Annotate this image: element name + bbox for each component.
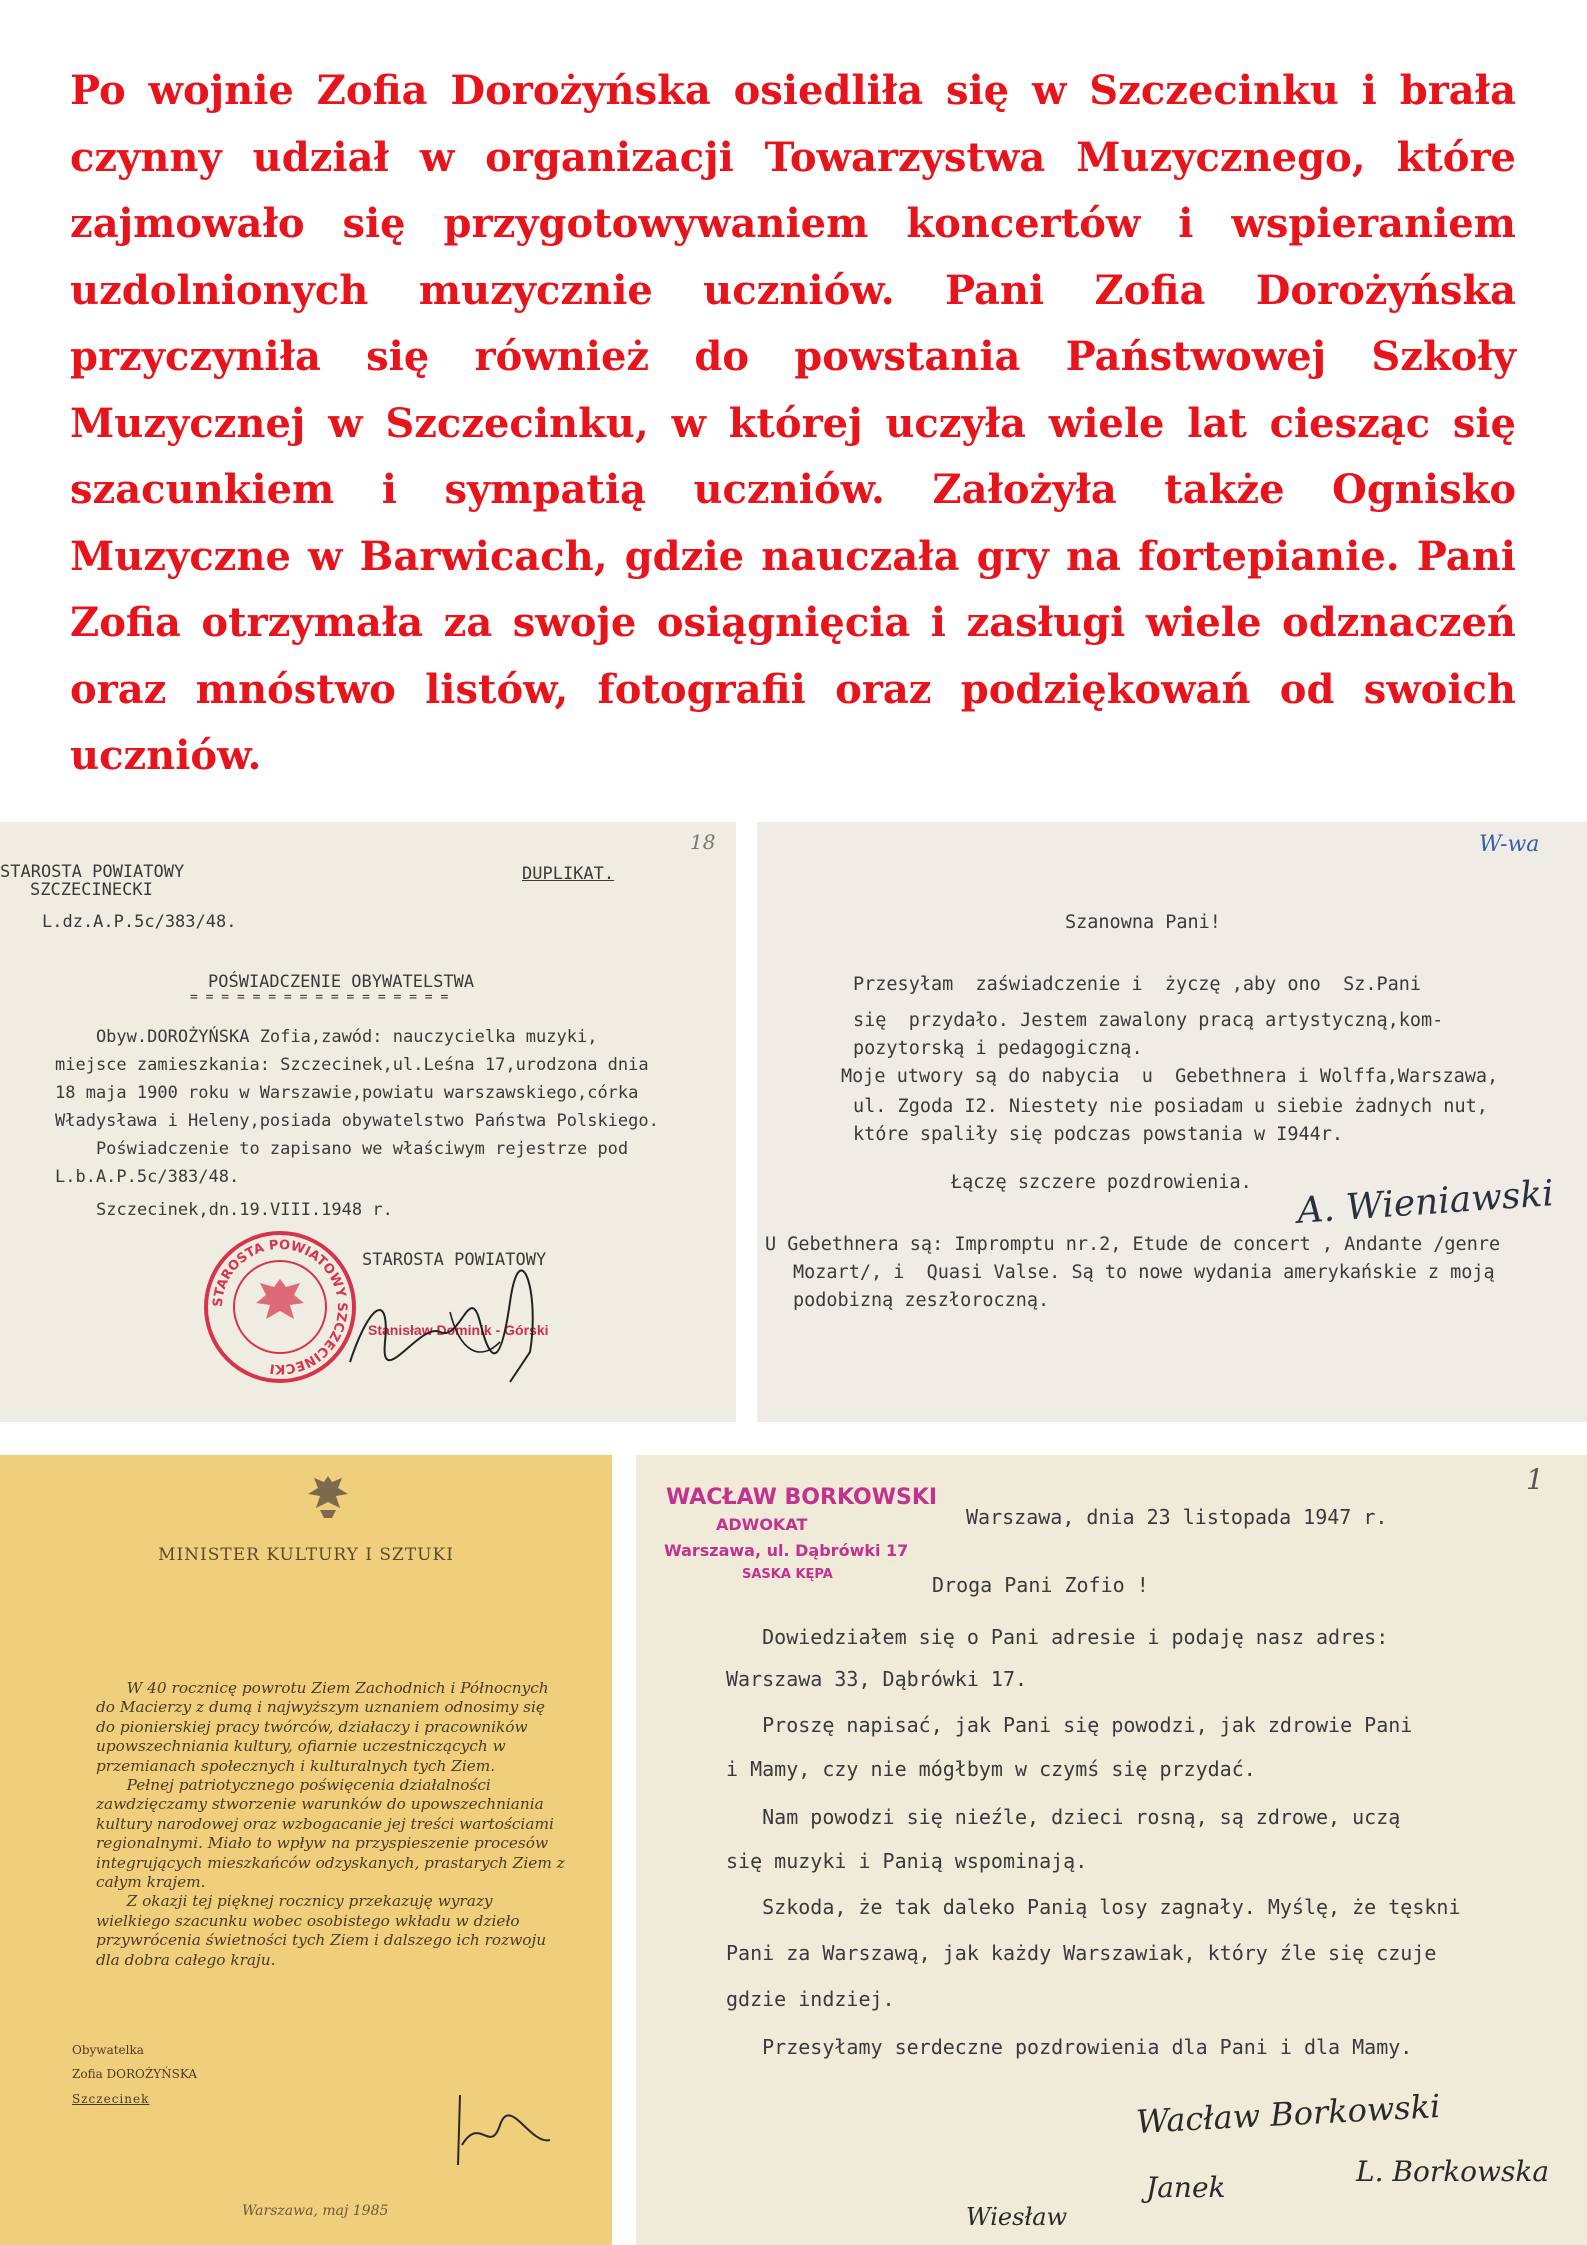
body-line-6: L.b.A.P.5c/383/48. <box>55 1167 240 1187</box>
stamp-district: SASKA KĘPA <box>742 1567 833 1582</box>
eagle-emblem-icon <box>302 1470 354 1522</box>
letter-line-8: Pani za Warszawą, jak każdy Warszawiak, który źle się czuje <box>726 1941 1437 1965</box>
minister-paragraph-1: W 40 rocznicę powrotu Ziem Zachodnich i Północnych do Macierzy z dumą i najwyższym uznaniem odnosimy się do pionierskiej pracy twórców, działaczy i pracowników upowszechniania kultury, ofiarnie uczestniczących w przemianach społecznych i kulturalnych tych Ziem. <box>96 1679 549 1775</box>
body-line-2: miejsce zamieszkania: Szczecinek,ul.Leśna 17,urodzona dnia <box>55 1055 649 1075</box>
header-line-1: STAROSTA POWIATOWY <box>0 862 185 882</box>
minister-letter-scan <box>0 1455 612 2245</box>
letter-line-1: Dowiedziałem się o Pani adresie i podaję nasz adres: <box>726 1625 1389 1649</box>
letter-line-3: Proszę napisać, jak Pani się powodzi, jak zdrowie Pani <box>726 1713 1413 1737</box>
letter-line-10: Przesyłamy serdeczne pozdrowienia dla Pani i dla Mamy. <box>726 2035 1413 2059</box>
body-line-5: Poświadczenie to zapisano we właściwym rejestrze pod <box>55 1139 629 1159</box>
letter-line-7: Szkoda, że tak daleko Panią losy zagnały. Myślę, że tęskni <box>726 1895 1461 1919</box>
signatory-name-stamp: Stanisław Dominik - Górski <box>368 1322 549 1338</box>
composer-signature: A. Wieniawski <box>1295 1173 1555 1232</box>
signature-l-borkowska: L. Borkowska <box>1356 2155 1550 2188</box>
minister-date: Warszawa, maj 1985 <box>242 2203 389 2219</box>
addressee-line-1: Obywatelka <box>72 2043 144 2057</box>
signature-wieslaw: Wiesław <box>966 2203 1068 2231</box>
body-line-4: Władysława i Heleny,posiada obywatelstwo Państwa Polskiego. <box>55 1111 659 1131</box>
signature-janek: Janek <box>1146 2171 1226 2204</box>
citizenship-certificate-scan <box>0 822 736 1422</box>
postscript-line-2: Mozart/, i Quasi Valse. Są to nowe wydania amerykańskie z moją <box>793 1262 1495 1283</box>
corner-note: W-wa <box>1479 832 1540 857</box>
minister-paragraph-3: Z okazji tej pięknej rocznicy przekazuję wyrazy wielkiego szacunku wobec osobistego wkładu w dzieło przywrócenia świetności tych Ziem i dalszego ich rozwoju dla dobra całego kraju. <box>96 1892 547 1969</box>
stamp-address: Warszawa, ul. Dąbrówki 17 <box>664 1541 909 1560</box>
reference-number: L.dz.A.P.5c/383/48. <box>42 912 237 932</box>
borkowski-letter-scan <box>636 1455 1587 2245</box>
handwritten-signature <box>330 1262 590 1392</box>
signature-waclaw: Wacław Borkowski <box>1135 2087 1442 2141</box>
body-line-1: Obyw.DOROŻYŃSKA Zofia,zawód: nauczycielka muzyki, <box>55 1027 598 1047</box>
title-underline: = = = = = = = = = = = = = = = = = <box>190 990 449 1005</box>
letter-line-2: Warszawa 33, Dąbrówki 17. <box>726 1667 1028 1691</box>
letter-date: Warszawa, dnia 23 listopada 1947 r. <box>966 1505 1388 1529</box>
letter-line-5: Nam powodzi się nieźle, dzieci rosną, są zdrowe, uczą <box>726 1805 1401 1829</box>
signatory-title: STAROSTA POWIATOWY <box>362 1250 547 1270</box>
intro-paragraph: Po wojnie Zofia Dorożyńska osiedliła się w Szczecinku i brała czynny udział w organizacji Towarzystwa Muzycznego, które zajmowało się przygotowywaniem koncertów i wspieraniem uzdolnionych muzycznie uczniów. Pani Zofia Dorożyńska przyczyniła się również do powstania Państwowej Szkoły Muzycznej w Szczecinku, w której uczyła wiele lat ciesząc się szacunkiem i sympatią uczniów. Założyła także Ognisko Muzyczne w Barwicach, gdzie nauczała gry na fortepianie. Pani Zofia otrzymała za swoje osiągnięcia i zasługi wiele odznaczeń oraz mnóstwo listów, fotografii oraz podziękowań od swoich uczniów. <box>70 67 1516 779</box>
letter-regards: Łączę szczere pozdrowienia. <box>951 1172 1252 1193</box>
seal-text: STAROSTA POWIATOWY SZCZECINECKI <box>210 1237 350 1377</box>
composer-letter-scan <box>757 822 1587 1422</box>
minister-paragraph-2: Pełnej patriotycznego poświęcenia działalności zawdzięczamy stworzenie warunków do upowszechniania kultury narodowej oraz wzbogacanie jej treści wartościami regionalnymi. Miało to wpływ na przyspieszenie procesów integrujących mieszkańców odzyskanych, prastarych Ziem z całym krajem. <box>96 1776 565 1892</box>
minister-heading: MINISTER KULTURY I SZTUKI <box>158 1545 454 1565</box>
stamp-title: ADWOKAT <box>716 1515 808 1534</box>
minister-letter-body <box>96 1679 566 1970</box>
letter-line-4: i Mamy, czy nie mógłbym w czymś się przydać. <box>726 1757 1256 1781</box>
postscript-line-1: U Gebethnera są: Impromptu nr.2, Etude de concert , Andante /genre <box>765 1234 1501 1255</box>
letter-line-2: się przydało. Jestem zawalony pracą artystyczną,kom- <box>853 1010 1444 1031</box>
letter-salutation: Droga Pani Zofio ! <box>932 1573 1149 1597</box>
duplicate-label: DUPLIKAT. <box>522 864 615 884</box>
letter-line-6: które spaliły się podczas powstania w I944r. <box>853 1124 1344 1145</box>
certificate-title: POŚWIADCZENIE OBYWATELSTWA <box>208 972 475 992</box>
minister-signature <box>440 2085 570 2175</box>
postscript-line-3: podobizną zeszłoroczną. <box>793 1290 1050 1311</box>
letter-line-4: Moje utwory są do nabycia u Gebethnera i Wolffa,Warszawa, <box>841 1066 1499 1087</box>
addressee-line-2: Zofia DOROŻYŃSKA <box>72 2067 197 2081</box>
stamp-name: WACŁAW BORKOWSKI <box>666 1485 938 1510</box>
letter-line-1: Przesyłam zaświadczenie i życzę ,aby ono Sz.Pani <box>853 974 1422 995</box>
body-line-3: 18 maja 1900 roku w Warszawie,powiatu warszawskiego,córka <box>55 1083 639 1103</box>
letter-greeting: Szanowna Pani! <box>1065 912 1221 933</box>
header-line-2: SZCZECINECKI <box>30 880 153 900</box>
page-number: 1 <box>1526 1463 1544 1496</box>
letter-line-9: gdzie indziej. <box>726 1987 895 2011</box>
letter-line-6: się muzyki i Panią wspominają. <box>726 1849 1088 1873</box>
certificate-date: Szczecinek,dn.19.VIII.1948 r. <box>96 1200 393 1220</box>
addressee-line-3: Szczecinek <box>72 2092 150 2106</box>
page-number: 18 <box>690 830 716 854</box>
letter-line-3: pozytorską i pedagogiczną. <box>853 1038 1143 1059</box>
letter-line-5: ul. Zgoda I2. Niestety nie posiadam u siebie żadnych nut, <box>853 1096 1488 1117</box>
